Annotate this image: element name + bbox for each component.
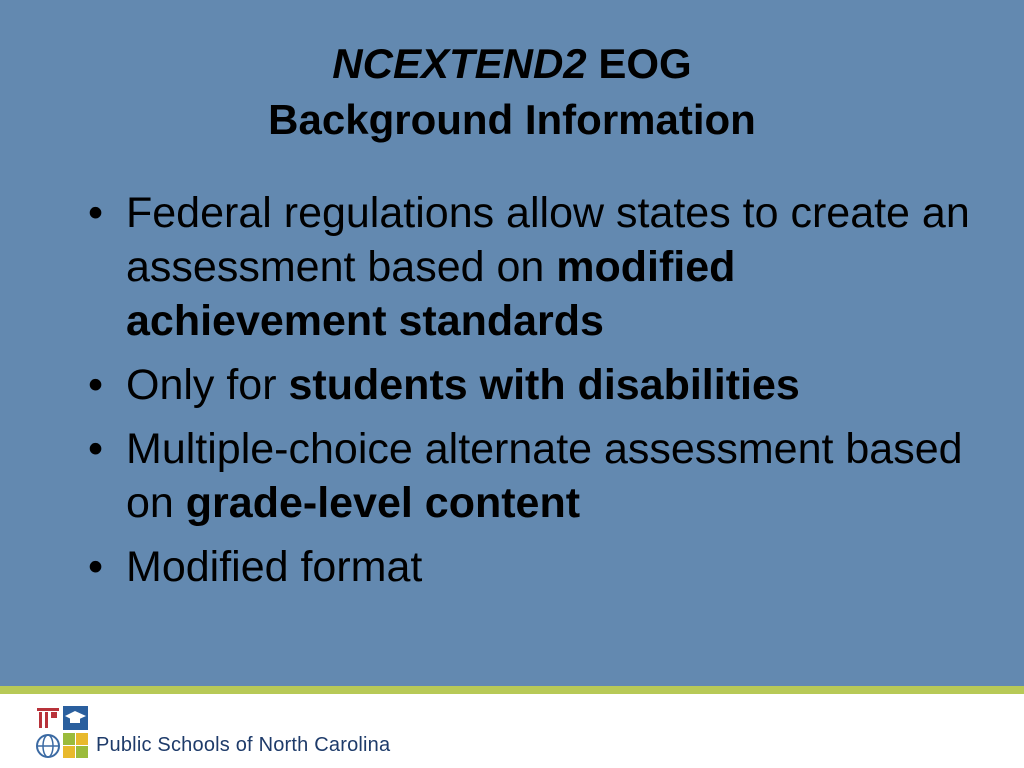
bullet-text: Multiple-choice alternate assessment based on — [126, 425, 963, 527]
bullet-bold-text: modified achievement standards — [126, 243, 736, 345]
bullet-text: Only for — [126, 361, 289, 409]
bullet-item — [88, 422, 998, 530]
bullet-bold-text: grade-level content — [185, 479, 581, 527]
bullet-item — [88, 358, 998, 412]
bullet-text: Modified format — [126, 543, 423, 591]
bullet-dot: • — [88, 189, 104, 237]
title-italic: NCEXTEND2 — [332, 40, 587, 87]
org-name: Public Schools of North Carolina — [96, 734, 391, 756]
bullet-item — [88, 540, 998, 594]
bullet-item — [88, 186, 998, 348]
bullet-bold-text: students with disabilities — [288, 361, 800, 409]
title-line-1 — [0, 36, 1024, 92]
bullet-text: Federal regulations allow states to create an assessment based on — [126, 189, 970, 291]
title-line-2: Background Information — [268, 96, 756, 143]
title-rest: EOG — [586, 40, 692, 87]
bullet-dot: • — [88, 361, 104, 409]
slide-title — [0, 36, 1024, 148]
bullet-dot: • — [88, 543, 104, 591]
bullet-dot: • — [88, 425, 104, 473]
footer-divider-stripe — [0, 686, 1024, 694]
bullet-list — [88, 186, 998, 604]
dpi-seal-icon — [34, 704, 90, 760]
